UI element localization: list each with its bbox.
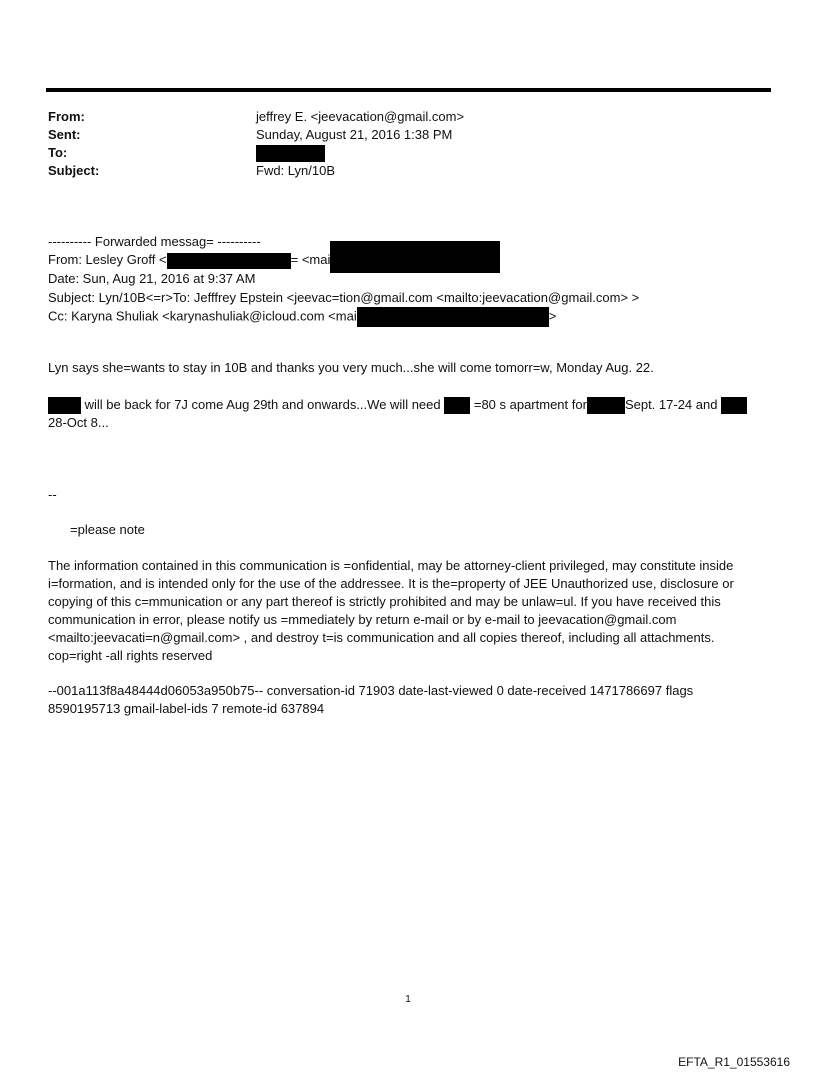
header-rule (46, 88, 771, 92)
forwarded-subject-line: Subject: Lyn/10B<=r>To: Jefffrey Epstein <jeevac=tion@gmail.com <mailto:jeevacation@gmail.com> > (48, 290, 640, 305)
redaction-box (48, 397, 81, 414)
signature-dash: -- (48, 487, 57, 502)
page-number: 1 (405, 994, 411, 1005)
sent-label: Sent: (48, 127, 81, 142)
redaction-box (167, 253, 291, 269)
disclaimer-paragraph: The information contained in this communication is =onfidential, may be attorney-client privileged, may constitute inside i=formation, and is intended only for the use of the addressee. It is the=property of JEE Unauthorized use, disclosure or copying of this c=mmunication or any part thereof is strictly prohibited and may be unlaw=ul. If you have received this communication in error, please notify us =mmediately by return e-mail or by e-mail to jeevacation@gmail.com <mailto:jeevacati=n@gmail.com> , and destroy t=is communication and all copies thereof, including all attachments. cop=right -all rights reserved (48, 558, 734, 663)
forwarded-from-mid: = <mai (290, 252, 331, 267)
forwarded-date-line: Date: Sun, Aug 21, 2016 at 9:37 AM (48, 271, 256, 286)
forwarded-banner: ---------- Forwarded messag= ---------- (48, 234, 261, 249)
body-line-1: Lyn says she=wants to stay in 10B and thanks you very much...she will come tomorr=w, Monday Aug. 22. (48, 360, 654, 375)
subject-value: Fwd: Lyn/10B (256, 163, 336, 178)
forwarded-cc-suffix: > (548, 308, 557, 324)
forwarded-cc-prefix: Cc: Karyna Shuliak <karynashuliak@icloud.com <mai (48, 308, 357, 324)
redaction-box (587, 397, 625, 414)
forwarded-cc-line (48, 307, 773, 327)
redaction-box (330, 241, 500, 273)
from-label: From: (48, 109, 85, 124)
from-value: jeffrey E. <jeevacation@gmail.com> (256, 109, 465, 124)
body-line-2a: will be back for 7J come Aug 29th and onwards...We will need (81, 397, 445, 412)
message-metadata: --001a113f8a48444d06053a950b75-- conversation-id 71903 date-last-viewed 0 date-received 1471786697 flags 8590195713 gmail-label-ids 7 remote-id 637894 (48, 683, 694, 716)
redaction-box (256, 145, 325, 162)
body-line-2b: =80 s apartment for (470, 397, 587, 412)
redaction-box (721, 397, 747, 414)
please-note: =please note (70, 522, 145, 537)
body-line-3: 28-Oct 8... (48, 415, 109, 430)
body-line-2c: Sept. 17-24 and (624, 397, 722, 412)
to-label: To: (48, 145, 68, 160)
forwarded-from-prefix: From: Lesley Groff < (48, 252, 167, 267)
sent-value: Sunday, August 21, 2016 1:38 PM (256, 127, 453, 142)
bates-number: EFTA_R1_01553616 (678, 1055, 790, 1069)
subject-label: Subject: (48, 163, 100, 178)
redaction-box (357, 307, 549, 327)
redaction-box (444, 397, 470, 414)
body-line-2 (48, 396, 773, 414)
